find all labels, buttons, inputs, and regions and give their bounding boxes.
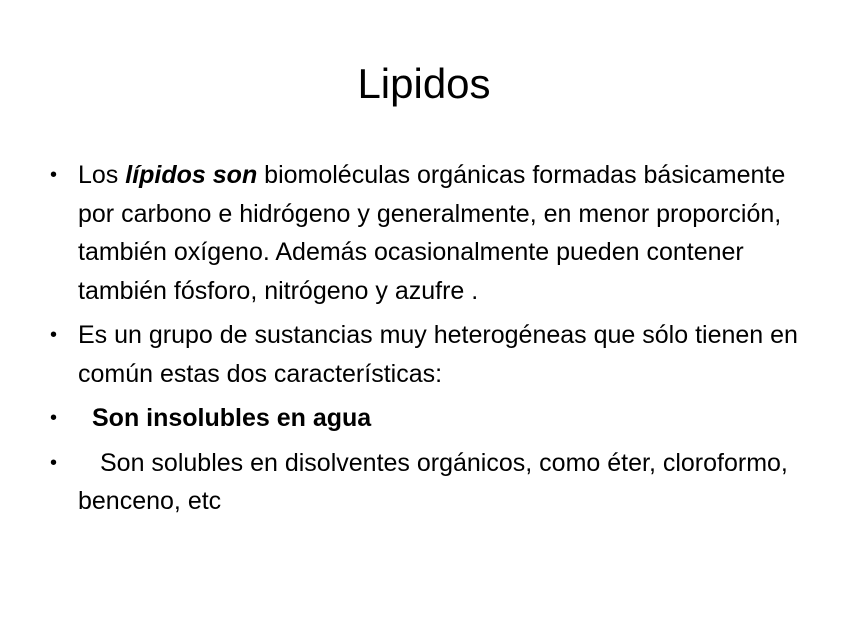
bullet-text-pre: Los <box>78 161 126 189</box>
bullet-text: Son solubles en disolventes orgánicos, como éter, cloroformo, benceno, etc <box>78 448 788 515</box>
bullet-dot-icon: • <box>50 324 58 346</box>
bullet-item-insoluble <box>48 399 808 438</box>
bullet-item-group <box>48 316 808 393</box>
bullet-dot-icon: • <box>50 451 58 474</box>
bullet-dot-icon: • <box>50 407 58 429</box>
bullet-dot-icon: • <box>50 164 58 186</box>
bullet-text: Son insolubles en agua <box>92 404 372 432</box>
bullet-text-emphasis: lípidos son <box>125 161 258 189</box>
bullet-text-post: biomoléculas orgánicas formadas básicamente por carbono e hidrógeno y generalmente, en menor proporción, también oxígeno. Además ocasionalmente pueden contener también fósforo, nitrógeno y azufre . <box>78 161 786 305</box>
bullet-item-definition <box>48 156 808 310</box>
bullet-item-soluble <box>48 444 808 521</box>
slide-title: Lipidos <box>357 60 491 107</box>
bullet-text: Es un grupo de sustancias muy heterogéneas que sólo tienen en común estas dos características: <box>78 321 798 388</box>
bullet-list <box>48 156 808 527</box>
